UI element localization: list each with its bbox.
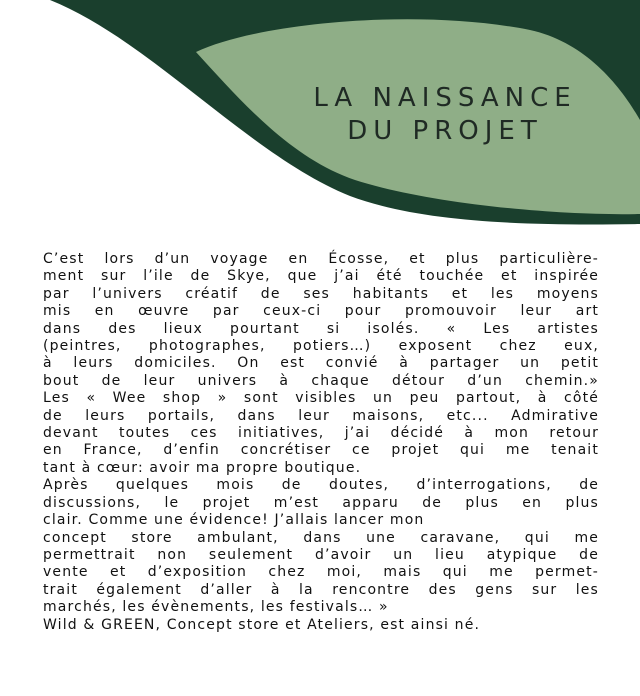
text-line: vente et d’exposition chez moi, mais qui me permet-	[43, 564, 599, 581]
text-line: par l’univers créatif de ses habitants et les moyens	[43, 285, 599, 302]
text-line: trait également d’aller à la rencontre des gens sur les	[43, 581, 599, 598]
text-line: permettrait non seulement d’avoir un lieu atypique de	[43, 546, 599, 563]
text-line: mis en œuvre par ceux-ci pour promouvoir leur art	[43, 303, 599, 320]
text-line: à leurs domiciles. On est convié à partager un petit	[43, 355, 599, 372]
page-title	[270, 82, 620, 148]
text-line: devant toutes ces initiatives, j’ai décidé à mon retour	[43, 425, 599, 442]
text-line: en France, d’enfin concrétiser ce projet qui me tenait	[43, 442, 599, 459]
text-line: bout de leur univers à chaque détour d’un chemin.»	[43, 372, 599, 389]
text-line: tant à cœur: avoir ma propre boutique.	[43, 459, 362, 476]
text-line: concept store ambulant, dans une caravane, qui me	[43, 529, 599, 546]
text-line: ment sur l’ile de Skye, que j’ai été touchée et inspirée	[43, 268, 599, 285]
text-line: Les « Wee shop » sont visibles un peu partout, à côté	[43, 390, 599, 407]
text-line: marchés, les évènements, les festivals… »	[43, 599, 389, 616]
text-line: Wild & GREEN, Concept store et Ateliers, est ainsi né.	[43, 616, 481, 633]
text-line: Après quelques mois de doutes, d’interrogations, de	[43, 477, 599, 494]
text-line: (peintres, photographes, potiers…) exposent chez eux,	[43, 338, 599, 355]
title-line-1: LA NAISSANCE	[313, 83, 577, 113]
story-paragraph	[43, 251, 599, 634]
text-line: de leurs portails, dans leur maisons, etc... Admirative	[43, 407, 599, 424]
title-line-2: DU PROJET	[347, 116, 543, 146]
text-line: C’est lors d’un voyage en Écosse, et plus particulière-	[43, 251, 599, 267]
text-line: discussions, le projet m’est apparu de plus en plus	[43, 494, 599, 511]
text-line: clair. Comme une évidence! J’allais lancer mon	[43, 512, 425, 529]
text-line: dans des lieux pourtant si isolés. « Les artistes	[43, 320, 599, 337]
